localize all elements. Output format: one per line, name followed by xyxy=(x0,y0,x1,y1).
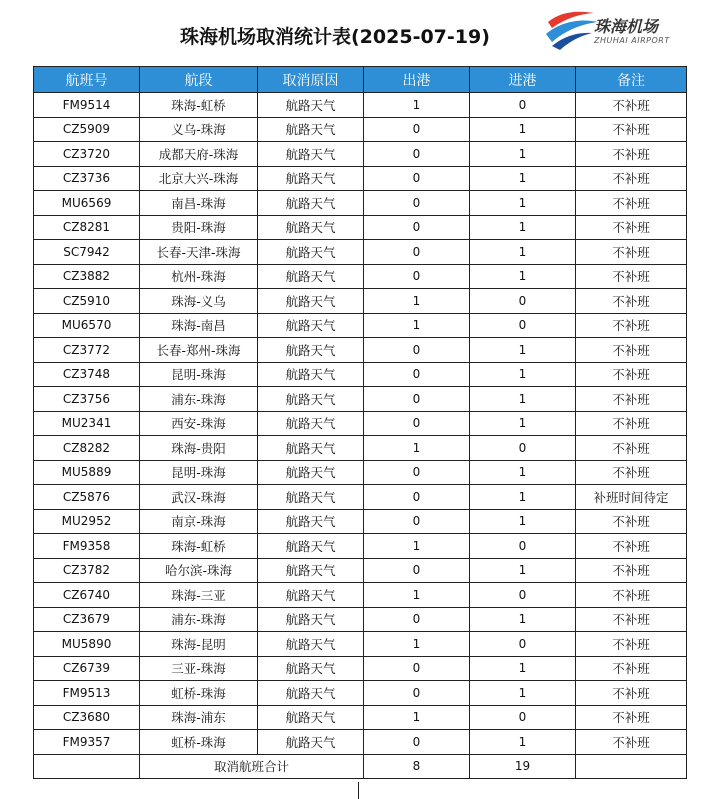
route-cell: 长春-天津-珠海 xyxy=(140,240,258,265)
table-row xyxy=(34,411,687,436)
table-row xyxy=(34,656,687,681)
inbound-cell: 1 xyxy=(470,166,576,191)
outbound-cell: 1 xyxy=(364,632,470,657)
flight-no-cell: FM9358 xyxy=(34,534,140,559)
header-route: 航段 xyxy=(140,67,258,93)
flight-no-cell: CZ6740 xyxy=(34,583,140,608)
outbound-cell: 0 xyxy=(364,338,470,363)
remark-cell: 不补班 xyxy=(576,730,687,755)
table-row xyxy=(34,705,687,730)
flight-no-cell: CZ3679 xyxy=(34,607,140,632)
remark-cell: 不补班 xyxy=(576,607,687,632)
route-cell: 珠海-三亚 xyxy=(140,583,258,608)
reason-cell: 航路天气 xyxy=(258,656,364,681)
reason-cell: 航路天气 xyxy=(258,142,364,167)
logo-name: 珠海机场 xyxy=(594,17,659,36)
flight-no-cell: MU5890 xyxy=(34,632,140,657)
flight-no-cell: CZ3748 xyxy=(34,362,140,387)
outbound-cell: 1 xyxy=(364,534,470,559)
outbound-cell: 1 xyxy=(364,583,470,608)
remark-cell: 不补班 xyxy=(576,93,687,118)
table-row xyxy=(34,338,687,363)
flight-no-cell: FM9514 xyxy=(34,93,140,118)
flight-no-cell: CZ3736 xyxy=(34,166,140,191)
header-remark: 备注 xyxy=(576,67,687,93)
outbound-cell: 1 xyxy=(364,289,470,314)
reason-cell: 航路天气 xyxy=(258,289,364,314)
route-cell: 珠海-昆明 xyxy=(140,632,258,657)
logo-subtitle: ZHUHAI AIRPORT xyxy=(594,36,670,45)
flight-no-cell: FM9357 xyxy=(34,730,140,755)
flight-no-cell: CZ3680 xyxy=(34,705,140,730)
table-row xyxy=(34,166,687,191)
flight-no-cell: MU2341 xyxy=(34,411,140,436)
flight-no-cell: CZ3782 xyxy=(34,558,140,583)
outbound-cell: 0 xyxy=(364,558,470,583)
flight-no-cell: FM9513 xyxy=(34,681,140,706)
inbound-cell: 1 xyxy=(470,264,576,289)
header-outbound: 出港 xyxy=(364,67,470,93)
table-row xyxy=(34,387,687,412)
table-row xyxy=(34,264,687,289)
remark-cell: 不补班 xyxy=(576,558,687,583)
route-cell: 南京-珠海 xyxy=(140,509,258,534)
outbound-cell: 0 xyxy=(364,460,470,485)
reason-cell: 航路天气 xyxy=(258,509,364,534)
total-inbound: 19 xyxy=(470,754,576,779)
remark-cell: 不补班 xyxy=(576,191,687,216)
table-row xyxy=(34,313,687,338)
reason-cell: 航路天气 xyxy=(258,411,364,436)
route-cell: 长春-郑州-珠海 xyxy=(140,338,258,363)
route-cell: 虹桥-珠海 xyxy=(140,730,258,755)
inbound-cell: 0 xyxy=(470,289,576,314)
flight-no-cell: CZ5876 xyxy=(34,485,140,510)
outbound-cell: 0 xyxy=(364,191,470,216)
inbound-cell: 1 xyxy=(470,215,576,240)
total-label: 取消航班合计 xyxy=(140,754,364,779)
outbound-cell: 0 xyxy=(364,264,470,289)
table-body xyxy=(34,93,687,755)
reason-cell: 航路天气 xyxy=(258,534,364,559)
total-remark-empty xyxy=(576,754,687,779)
outbound-cell: 0 xyxy=(364,485,470,510)
route-cell: 浦东-珠海 xyxy=(140,387,258,412)
inbound-cell: 1 xyxy=(470,117,576,142)
reason-cell: 航路天气 xyxy=(258,117,364,142)
reason-cell: 航路天气 xyxy=(258,338,364,363)
outbound-cell: 0 xyxy=(364,387,470,412)
table-row xyxy=(34,509,687,534)
remark-cell: 不补班 xyxy=(576,142,687,167)
outbound-cell: 0 xyxy=(364,681,470,706)
reason-cell: 航路天气 xyxy=(258,313,364,338)
header-flight-no: 航班号 xyxy=(34,67,140,93)
outbound-cell: 0 xyxy=(364,411,470,436)
reason-cell: 航路天气 xyxy=(258,191,364,216)
flight-no-cell: CZ3720 xyxy=(34,142,140,167)
route-cell: 珠海-浦东 xyxy=(140,705,258,730)
inbound-cell: 1 xyxy=(470,362,576,387)
inbound-cell: 1 xyxy=(470,558,576,583)
route-cell: 昆明-珠海 xyxy=(140,362,258,387)
inbound-cell: 1 xyxy=(470,607,576,632)
route-cell: 珠海-义乌 xyxy=(140,289,258,314)
reason-cell: 航路天气 xyxy=(258,240,364,265)
reason-cell: 航路天气 xyxy=(258,362,364,387)
flight-no-cell: MU2952 xyxy=(34,509,140,534)
remark-cell: 不补班 xyxy=(576,387,687,412)
outbound-cell: 0 xyxy=(364,362,470,387)
remark-cell: 不补班 xyxy=(576,632,687,657)
inbound-cell: 1 xyxy=(470,411,576,436)
total-outbound: 8 xyxy=(364,754,470,779)
route-cell: 贵阳-珠海 xyxy=(140,215,258,240)
inbound-cell: 1 xyxy=(470,656,576,681)
route-cell: 义乌-珠海 xyxy=(140,117,258,142)
reason-cell: 航路天气 xyxy=(258,632,364,657)
reason-cell: 航路天气 xyxy=(258,387,364,412)
inbound-cell: 0 xyxy=(470,583,576,608)
reason-cell: 航路天气 xyxy=(258,681,364,706)
reason-cell: 航路天气 xyxy=(258,460,364,485)
reason-cell: 航路天气 xyxy=(258,166,364,191)
flight-no-cell: CZ3756 xyxy=(34,387,140,412)
table-header-row xyxy=(34,67,687,93)
inbound-cell: 0 xyxy=(470,313,576,338)
remark-cell: 不补班 xyxy=(576,215,687,240)
remark-cell: 不补班 xyxy=(576,166,687,191)
route-cell: 珠海-贵阳 xyxy=(140,436,258,461)
route-cell: 浦东-珠海 xyxy=(140,607,258,632)
total-empty-cell xyxy=(34,754,140,779)
route-cell: 哈尔滨-珠海 xyxy=(140,558,258,583)
outbound-cell: 0 xyxy=(364,166,470,191)
outbound-cell: 0 xyxy=(364,240,470,265)
inbound-cell: 1 xyxy=(470,485,576,510)
flight-no-cell: CZ5910 xyxy=(34,289,140,314)
inbound-cell: 1 xyxy=(470,509,576,534)
flight-no-cell: SC7942 xyxy=(34,240,140,265)
table-row xyxy=(34,191,687,216)
flight-no-cell: CZ3882 xyxy=(34,264,140,289)
flight-no-cell: MU6570 xyxy=(34,313,140,338)
page-title: 珠海机场取消统计表(2025-07-19) xyxy=(180,26,490,48)
outbound-cell: 0 xyxy=(364,215,470,240)
route-cell: 珠海-南昌 xyxy=(140,313,258,338)
inbound-cell: 1 xyxy=(470,240,576,265)
flight-no-cell: MU5889 xyxy=(34,460,140,485)
route-cell: 西安-珠海 xyxy=(140,411,258,436)
remark-cell: 不补班 xyxy=(576,117,687,142)
inbound-cell: 1 xyxy=(470,681,576,706)
remark-cell: 不补班 xyxy=(576,534,687,559)
reason-cell: 航路天气 xyxy=(258,705,364,730)
flight-no-cell: CZ8282 xyxy=(34,436,140,461)
outbound-cell: 1 xyxy=(364,93,470,118)
inbound-cell: 1 xyxy=(470,387,576,412)
reason-cell: 航路天气 xyxy=(258,583,364,608)
remark-cell: 不补班 xyxy=(576,509,687,534)
flight-no-cell: CZ3772 xyxy=(34,338,140,363)
route-cell: 昆明-珠海 xyxy=(140,460,258,485)
inbound-cell: 1 xyxy=(470,730,576,755)
remark-cell: 不补班 xyxy=(576,656,687,681)
outbound-cell: 0 xyxy=(364,117,470,142)
flight-no-cell: CZ5909 xyxy=(34,117,140,142)
remark-cell: 不补班 xyxy=(576,681,687,706)
header-reason: 取消原因 xyxy=(258,67,364,93)
remark-cell: 不补班 xyxy=(576,289,687,314)
outbound-cell: 1 xyxy=(364,313,470,338)
outbound-cell: 0 xyxy=(364,509,470,534)
reason-cell: 航路天气 xyxy=(258,558,364,583)
inbound-cell: 0 xyxy=(470,534,576,559)
remark-cell: 不补班 xyxy=(576,583,687,608)
table-row xyxy=(34,558,687,583)
flight-no-cell: CZ8281 xyxy=(34,215,140,240)
reason-cell: 航路天气 xyxy=(258,215,364,240)
outbound-cell: 1 xyxy=(364,436,470,461)
remark-cell: 不补班 xyxy=(576,460,687,485)
table-row xyxy=(34,362,687,387)
remark-cell: 不补班 xyxy=(576,264,687,289)
table-row xyxy=(34,436,687,461)
inbound-cell: 0 xyxy=(470,436,576,461)
table-row xyxy=(34,583,687,608)
remark-cell: 不补班 xyxy=(576,313,687,338)
inbound-cell: 1 xyxy=(470,460,576,485)
inbound-cell: 1 xyxy=(470,191,576,216)
route-cell: 南昌-珠海 xyxy=(140,191,258,216)
table-row xyxy=(34,681,687,706)
inbound-cell: 1 xyxy=(470,338,576,363)
outbound-cell: 0 xyxy=(364,607,470,632)
table-row xyxy=(34,289,687,314)
outbound-cell: 0 xyxy=(364,142,470,167)
route-cell: 虹桥-珠海 xyxy=(140,681,258,706)
table-row xyxy=(34,534,687,559)
inbound-cell: 0 xyxy=(470,705,576,730)
reason-cell: 航路天气 xyxy=(258,607,364,632)
table-row xyxy=(34,460,687,485)
table-row xyxy=(34,93,687,118)
reason-cell: 航路天气 xyxy=(258,93,364,118)
route-cell: 珠海-虹桥 xyxy=(140,93,258,118)
cancellation-table xyxy=(33,66,687,779)
table-row xyxy=(34,607,687,632)
route-cell: 成都天府-珠海 xyxy=(140,142,258,167)
table-row xyxy=(34,240,687,265)
table-row xyxy=(34,215,687,240)
route-cell: 武汉-珠海 xyxy=(140,485,258,510)
total-row xyxy=(34,754,687,779)
inbound-cell: 0 xyxy=(470,93,576,118)
flight-no-cell: MU6569 xyxy=(34,191,140,216)
reason-cell: 航路天气 xyxy=(258,485,364,510)
remark-cell: 补班时间待定 xyxy=(576,485,687,510)
inbound-cell: 1 xyxy=(470,142,576,167)
outbound-cell: 1 xyxy=(364,705,470,730)
header-inbound: 进港 xyxy=(470,67,576,93)
table-row xyxy=(34,730,687,755)
reason-cell: 航路天气 xyxy=(258,436,364,461)
outbound-cell: 0 xyxy=(364,730,470,755)
remark-cell: 不补班 xyxy=(576,240,687,265)
route-cell: 杭州-珠海 xyxy=(140,264,258,289)
remark-cell: 不补班 xyxy=(576,338,687,363)
table-row xyxy=(34,485,687,510)
divider-line xyxy=(358,782,359,799)
remark-cell: 不补班 xyxy=(576,705,687,730)
table-row xyxy=(34,142,687,167)
route-cell: 三亚-珠海 xyxy=(140,656,258,681)
inbound-cell: 0 xyxy=(470,632,576,657)
table-row xyxy=(34,632,687,657)
remark-cell: 不补班 xyxy=(576,436,687,461)
route-cell: 珠海-虹桥 xyxy=(140,534,258,559)
table-row xyxy=(34,117,687,142)
outbound-cell: 0 xyxy=(364,656,470,681)
reason-cell: 航路天气 xyxy=(258,264,364,289)
route-cell: 北京大兴-珠海 xyxy=(140,166,258,191)
reason-cell: 航路天气 xyxy=(258,730,364,755)
remark-cell: 不补班 xyxy=(576,411,687,436)
remark-cell: 不补班 xyxy=(576,362,687,387)
flight-no-cell: CZ6739 xyxy=(34,656,140,681)
